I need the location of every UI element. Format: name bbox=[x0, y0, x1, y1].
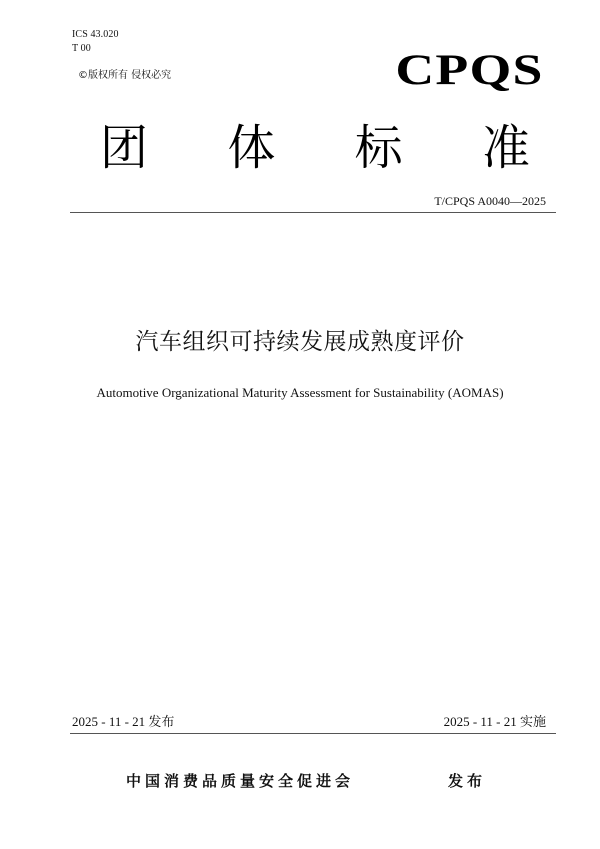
standard-type-char-2: 体 bbox=[227, 120, 276, 176]
chinese-title: 汽车组织可持续发展成熟度评价 bbox=[135, 329, 465, 355]
copyright-notice: ©版权所有 侵权必究 bbox=[78, 70, 172, 81]
english-title: Automotive Organizational Maturity Assessment for Sustainability (AOMAS) bbox=[96, 385, 504, 400]
standard-type-heading bbox=[100, 118, 530, 178]
standard-type-char-1: 团 bbox=[100, 120, 149, 176]
ics-code: ICS 43.020 bbox=[72, 29, 119, 40]
issuer-line bbox=[126, 772, 486, 790]
implementation-date: 2025 - 11 - 21 实施 bbox=[443, 714, 546, 729]
standard-type-char-4: 准 bbox=[481, 120, 530, 176]
top-divider bbox=[70, 212, 556, 213]
release-date: 2025 - 11 - 21 发布 bbox=[72, 714, 175, 729]
standard-number: T/CPQS A0040—2025 bbox=[434, 194, 546, 208]
bottom-divider bbox=[70, 733, 556, 734]
cpqs-logo: CPQS bbox=[395, 47, 544, 94]
issuer-name: 中国消费品质量安全促进会 bbox=[126, 772, 355, 790]
standard-type-char-3: 标 bbox=[354, 120, 403, 176]
issuer-action: 发布 bbox=[447, 772, 486, 790]
classification-code: T 00 bbox=[72, 43, 91, 54]
